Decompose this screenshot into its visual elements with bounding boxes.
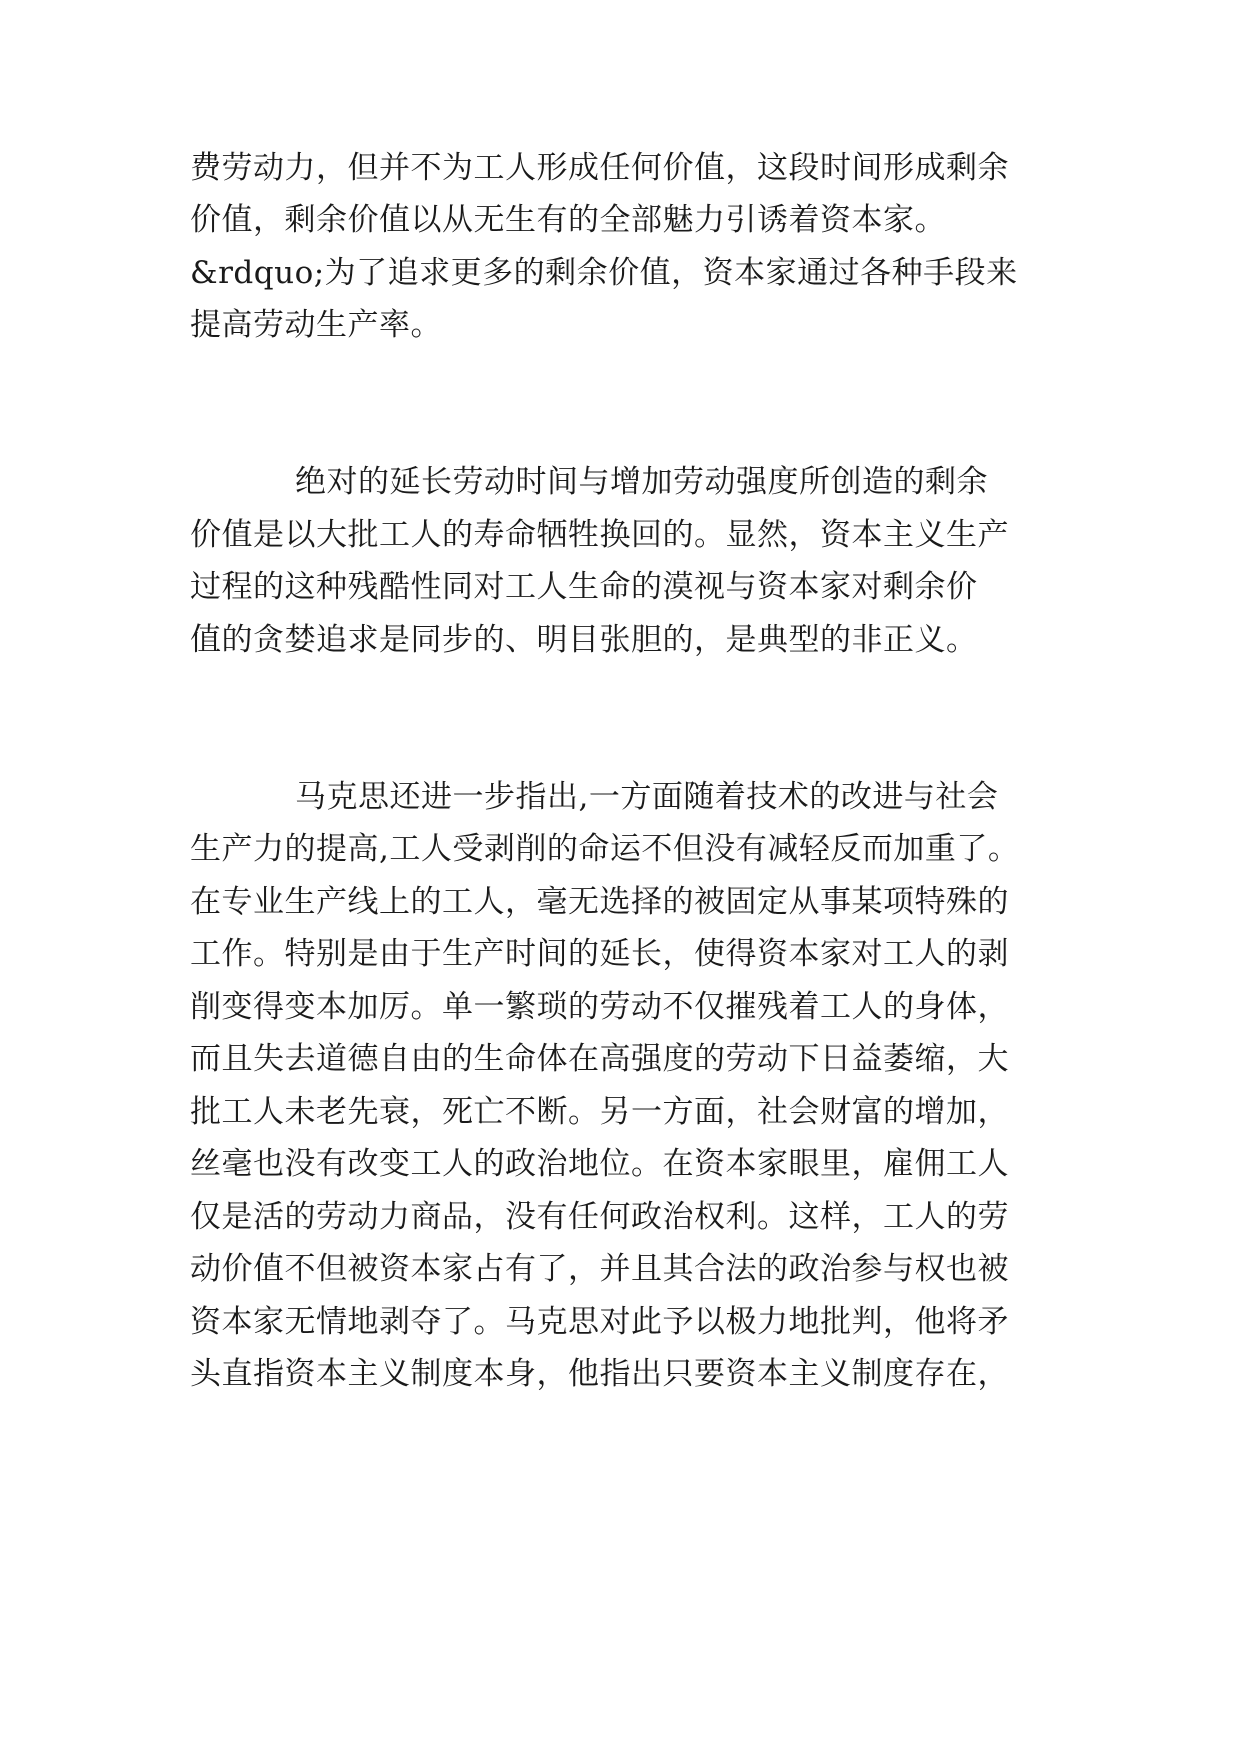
paragraph-3-line-9: 仅是活的劳动力商品，没有任何政治权利。这样，工人的劳	[190, 1199, 1009, 1235]
paragraph-3-line-6: 而且失去道德自由的生命体在高强度的劳动下日益萎缩，大	[190, 1041, 1009, 1077]
paragraph-3-line-10: 动价值不但被资本家占有了，并且其合法的政治参与权也被	[190, 1251, 1009, 1287]
paragraph-1-line-3: &rdquo;为了追求更多的剩余价值，资本家通过各种手段来	[190, 255, 1018, 291]
paragraph-3-line-4: 工作。特别是由于生产时间的延长，使得资本家对工人的剥	[190, 936, 1009, 972]
paragraph-2-line-1: 绝对的延长劳动时间与增加劳动强度所创造的剩余	[295, 464, 988, 500]
paragraph-3-line-12: 头直指资本主义制度本身，他指出只要资本主义制度存在，	[190, 1356, 1009, 1392]
paragraph-1-line-2: 价值，剩余价值以从无生有的全部魅力引诱着资本家。	[190, 202, 946, 238]
paragraph-3-line-3: 在专业生产线上的工人，毫无选择的被固定从事某项特殊的	[190, 884, 1009, 920]
paragraph-2-line-3: 过程的这种残酷性同对工人生命的漠视与资本家对剩余价	[190, 569, 978, 605]
paragraph-2-line-4: 值的贪婪追求是同步的、明目张胆的，是典型的非正义。	[190, 622, 978, 658]
paragraph-3-line-1: 马克思还进一步指出,一方面随着技术的改进与社会	[295, 779, 999, 815]
paragraph-1-line-1: 费劳动力，但并不为工人形成任何价值，这段时间形成剩余	[190, 150, 1009, 186]
paragraph-3-line-2: 生产力的提高,工人受剥削的命运不但没有减轻反而加重了。	[190, 831, 1020, 867]
paragraph-3-line-5: 削变得变本加厉。单一繁琐的劳动不仅摧残着工人的身体，	[190, 989, 1009, 1025]
paragraph-3-line-11: 资本家无情地剥夺了。马克思对此予以极力地批判，他将矛	[190, 1304, 1009, 1340]
paragraph-2-line-2: 价值是以大批工人的寿命牺牲换回的。显然，资本主义生产	[190, 517, 1009, 553]
paragraph-3-line-8: 丝毫也没有改变工人的政治地位。在资本家眼里，雇佣工人	[190, 1146, 1009, 1182]
paragraph-3-line-7: 批工人未老先衰，死亡不断。另一方面，社会财富的增加，	[190, 1094, 1009, 1130]
paragraph-1-line-4: 提高劳动生产率。	[190, 307, 442, 343]
